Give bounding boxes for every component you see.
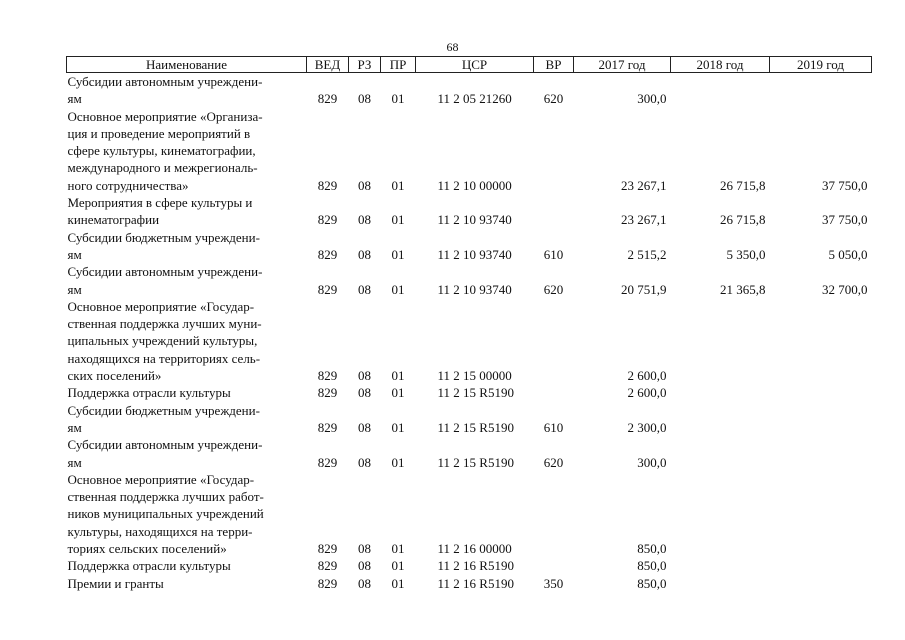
cell-pr: 01 (391, 368, 405, 384)
cell-2017: 850,0 (637, 558, 667, 574)
cell-name-line: ного сотрудничества» (67, 177, 189, 193)
cell-2019 (770, 575, 872, 592)
cell-name-line: культуры, находящихся на терри- (67, 523, 253, 539)
cell-2018 (671, 471, 770, 557)
cell-name (67, 471, 307, 557)
cell-2018 (671, 575, 770, 592)
cell-2018: 26 715,8 (720, 212, 766, 228)
cell-2018 (671, 298, 770, 384)
cell-2017: 2 600,0 (627, 385, 667, 401)
cell-2018 (671, 73, 770, 108)
cell-vr: 620 (543, 91, 564, 107)
cell-pr: 01 (391, 541, 405, 557)
cell-2017: 20 751,9 (621, 281, 667, 297)
col-header-vr: ВР (534, 57, 574, 73)
table-row (67, 108, 872, 194)
page-number: 68 (446, 40, 459, 54)
cell-rz: 08 (358, 541, 371, 557)
cell-rz: 08 (358, 454, 371, 470)
cell-name-line: Основное мероприятие «Организа- (67, 108, 263, 124)
cell-ved: 829 (317, 558, 338, 574)
cell-name-line: Поддержка отрасли культуры (67, 385, 231, 401)
cell-2019 (770, 384, 872, 401)
cell-rz: 08 (358, 91, 371, 107)
cell-csr: 11 2 05 21260 (437, 91, 512, 107)
cell-2018: 21 365,8 (720, 281, 766, 297)
cell-csr: 11 2 16 R5190 (437, 558, 514, 574)
cell-2017: 300,0 (637, 91, 667, 107)
cell-rz: 08 (358, 281, 371, 297)
cell-2019: 37 750,0 (822, 212, 868, 228)
cell-pr: 01 (391, 454, 405, 470)
cell-2017: 850,0 (637, 541, 667, 557)
cell-name-line: Субсидии бюджетным учреждени- (67, 402, 260, 418)
cell-2017: 23 267,1 (621, 212, 667, 228)
cell-name (67, 402, 307, 437)
table-row (67, 263, 872, 298)
cell-ved: 829 (317, 385, 338, 401)
table-row (67, 194, 872, 229)
table-row (67, 229, 872, 264)
col-header-ved: ВЕД (307, 57, 349, 73)
table-row (67, 471, 872, 557)
cell-vr: 620 (543, 281, 564, 297)
cell-name (67, 575, 307, 592)
cell-name-line: Субсидии бюджетным учреждени- (67, 229, 260, 245)
cell-pr: 01 (391, 419, 405, 435)
cell-name-line: Субсидии автономным учреждени- (67, 264, 263, 280)
cell-pr: 01 (391, 575, 405, 591)
cell-2017: 2 300,0 (627, 419, 667, 435)
cell-pr: 01 (391, 558, 405, 574)
cell-2018: 5 350,0 (726, 246, 766, 262)
cell-2019 (770, 298, 872, 384)
cell-2019 (770, 402, 872, 437)
table-row (67, 384, 872, 401)
cell-name-line: ципальных учреждений культуры, (67, 333, 258, 349)
col-header-2017: 2017 год (574, 57, 671, 73)
cell-csr: 11 2 10 93740 (437, 212, 512, 228)
cell-name-line: ских поселений» (67, 368, 162, 384)
cell-vr (534, 557, 574, 574)
cell-rz: 08 (358, 177, 371, 193)
cell-ved: 829 (317, 541, 338, 557)
cell-ved: 829 (317, 246, 338, 262)
cell-ved: 829 (317, 575, 338, 591)
cell-ved: 829 (317, 454, 338, 470)
cell-name-line: Субсидии автономным учреждени- (67, 437, 263, 453)
cell-name (67, 384, 307, 401)
cell-2017: 850,0 (637, 575, 667, 591)
table-row (67, 73, 872, 108)
cell-2017: 2 600,0 (627, 368, 667, 384)
cell-name-line: находящихся на территориях сель- (67, 350, 261, 366)
cell-2018 (671, 384, 770, 401)
cell-vr (534, 194, 574, 229)
table-row (67, 298, 872, 384)
cell-vr: 610 (543, 246, 564, 262)
cell-name (67, 73, 307, 108)
cell-name (67, 557, 307, 574)
cell-2018 (671, 402, 770, 437)
cell-ved: 829 (317, 212, 338, 228)
cell-name-line: ям (67, 454, 82, 470)
cell-2019 (770, 73, 872, 108)
cell-vr: 350 (543, 575, 564, 591)
cell-name-line: ям (67, 246, 82, 262)
cell-ved: 829 (317, 281, 338, 297)
cell-csr: 11 2 16 R5190 (437, 575, 514, 591)
cell-2017: 2 515,2 (627, 246, 667, 262)
cell-vr (534, 384, 574, 401)
cell-pr: 01 (391, 281, 405, 297)
cell-name-line: ям (67, 91, 82, 107)
cell-csr: 11 2 15 00000 (437, 368, 512, 384)
cell-pr: 01 (391, 91, 405, 107)
cell-name-line: Мероприятия в сфере культуры и (67, 195, 253, 211)
cell-2018 (671, 557, 770, 574)
table-row (67, 575, 872, 592)
cell-csr: 11 2 10 93740 (437, 246, 512, 262)
cell-name (67, 263, 307, 298)
cell-name-line: ция и проведение мероприятий в (67, 125, 251, 141)
col-header-pr: ПР (381, 57, 416, 73)
cell-csr: 11 2 16 00000 (437, 541, 512, 557)
cell-name-line: Поддержка отрасли культуры (67, 558, 231, 574)
cell-rz: 08 (358, 575, 371, 591)
cell-rz: 08 (358, 212, 371, 228)
cell-name-line: Основное мероприятие «Государ- (67, 471, 255, 487)
cell-2019 (770, 557, 872, 574)
cell-name (67, 436, 307, 471)
cell-name-line: Основное мероприятие «Государ- (67, 298, 255, 314)
cell-2018 (671, 436, 770, 471)
cell-2018: 26 715,8 (720, 177, 766, 193)
table-row (67, 402, 872, 437)
cell-name-line: ственная поддержка лучших работ- (67, 489, 264, 505)
cell-name-line: Субсидии автономным учреждени- (67, 74, 263, 89)
cell-2017: 300,0 (637, 454, 667, 470)
cell-name (67, 298, 307, 384)
cell-name (67, 229, 307, 264)
table-row (67, 436, 872, 471)
cell-ved: 829 (317, 91, 338, 107)
cell-2017: 23 267,1 (621, 177, 667, 193)
col-header-name: Наименование (67, 57, 307, 73)
cell-name-line: ственная поддержка лучших муни- (67, 316, 262, 332)
cell-name-line: сфере культуры, кинематографии, (67, 143, 256, 159)
cell-rz: 08 (358, 385, 371, 401)
cell-rz: 08 (358, 368, 371, 384)
cell-name-line: Премии и гранты (67, 575, 164, 591)
cell-name-line: ториях сельских поселений» (67, 541, 227, 557)
cell-vr (534, 108, 574, 194)
cell-csr: 11 2 10 93740 (437, 281, 512, 297)
cell-name-line: кинематографии (67, 212, 160, 228)
cell-ved: 829 (317, 419, 338, 435)
cell-pr: 01 (391, 212, 405, 228)
cell-vr: 620 (543, 454, 564, 470)
cell-2019: 5 050,0 (828, 246, 868, 262)
table-body (67, 73, 872, 592)
col-header-rz: РЗ (349, 57, 381, 73)
col-header-csr: ЦСР (416, 57, 534, 73)
cell-pr: 01 (391, 246, 405, 262)
cell-name (67, 108, 307, 194)
cell-csr: 11 2 10 00000 (437, 177, 512, 193)
cell-2019: 32 700,0 (822, 281, 868, 297)
cell-name-line: международного и межрегиональ- (67, 160, 258, 176)
cell-name-line: ям (67, 281, 82, 297)
cell-rz: 08 (358, 419, 371, 435)
cell-2019 (770, 436, 872, 471)
cell-vr: 610 (543, 419, 564, 435)
cell-rz: 08 (358, 246, 371, 262)
cell-name (67, 194, 307, 229)
cell-ved: 829 (317, 177, 338, 193)
cell-rz: 08 (358, 558, 371, 574)
cell-name-line: ям (67, 419, 82, 435)
cell-pr: 01 (391, 177, 405, 193)
cell-csr: 11 2 15 R5190 (437, 419, 514, 435)
col-header-2018: 2018 год (671, 57, 770, 73)
cell-ved: 829 (317, 368, 338, 384)
col-header-2019: 2019 год (770, 57, 872, 73)
budget-table (66, 56, 872, 592)
table-row (67, 557, 872, 574)
cell-2019 (770, 471, 872, 557)
cell-name-line: ников муниципальных учреждений (67, 506, 264, 522)
cell-2019: 37 750,0 (822, 177, 868, 193)
cell-vr (534, 298, 574, 384)
cell-csr: 11 2 15 R5190 (437, 454, 514, 470)
table-header-row (67, 57, 872, 73)
cell-csr: 11 2 15 R5190 (437, 385, 514, 401)
cell-vr (534, 471, 574, 557)
cell-pr: 01 (391, 385, 405, 401)
